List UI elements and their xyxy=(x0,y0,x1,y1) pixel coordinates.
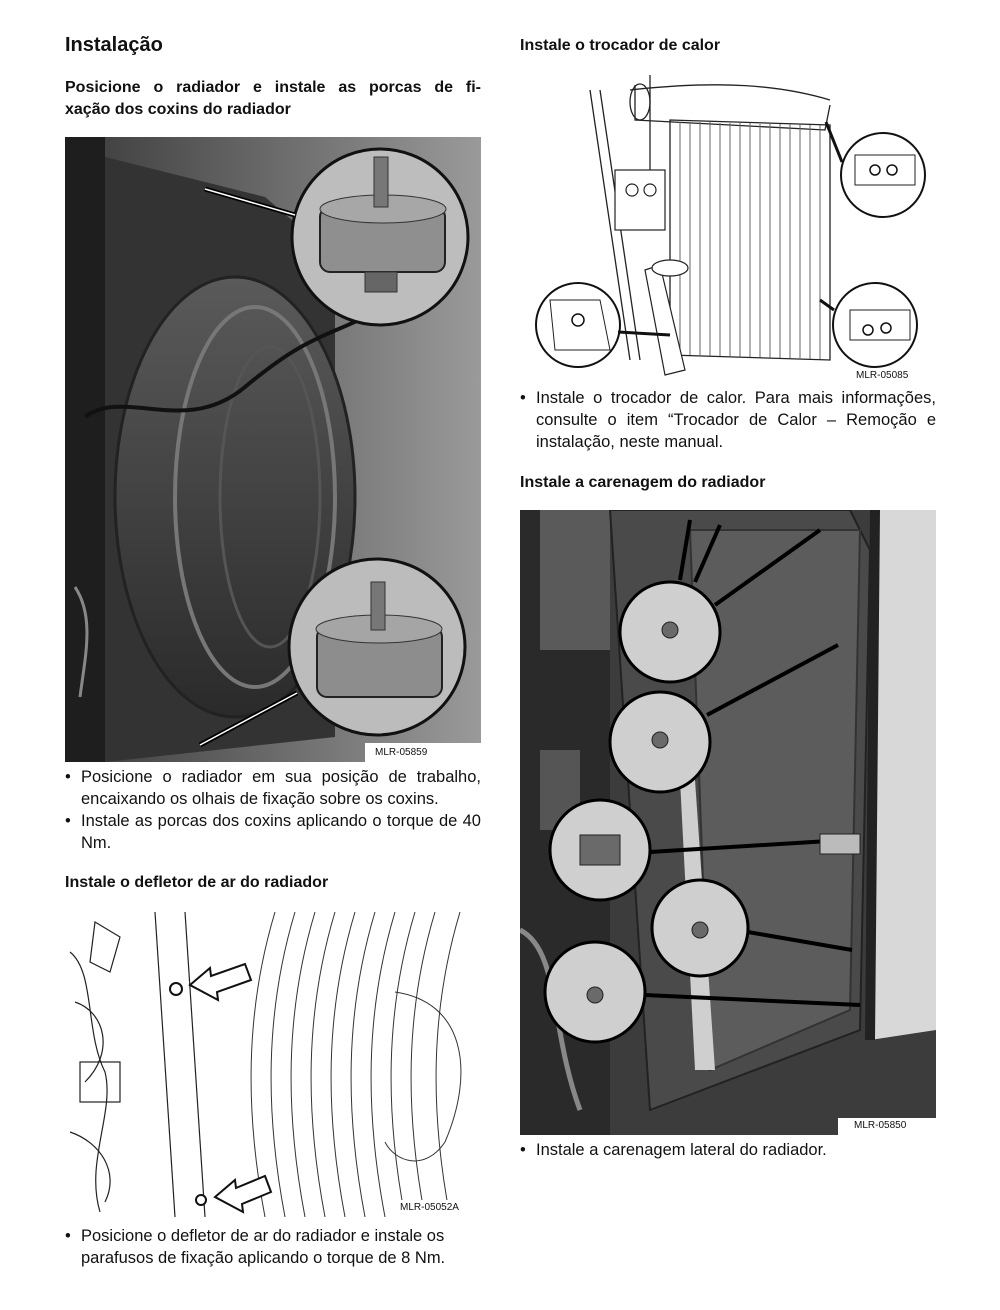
heading-heat-exchanger: Instale o trocador de calor xyxy=(520,37,721,54)
bullet-item: • Instale a carenagem lateral do radiador. xyxy=(520,1139,936,1161)
radiator-fairing-illustration xyxy=(520,510,936,1135)
radiator-mount-illustration xyxy=(65,137,481,762)
radiator-fairing-photo xyxy=(520,510,936,1135)
air-deflector-drawing xyxy=(65,912,481,1217)
figure-label: MLR-05850 xyxy=(854,1120,907,1131)
heading-air-deflector: Instale o defletor de ar do radiador xyxy=(65,874,329,891)
heading-line-1: Posicione o radiador e instale as porcas de fi- xyxy=(65,79,481,96)
radiator-mount-photo xyxy=(65,137,481,762)
figure-label: MLR-05859 xyxy=(375,747,428,758)
bullet-list-deflector xyxy=(65,1225,485,1269)
heading-radiator-fairing: Instale a carenagem do radiador xyxy=(520,474,766,491)
bullet-item: • Posicione o radiador em sua posição de trabalho, encaixando os olhais de fixação sobre os coxins. xyxy=(65,766,481,810)
bullet-list-radiator xyxy=(65,766,481,854)
section-title: Instalação xyxy=(65,34,163,56)
bullet-item: • Posicione o defletor de ar do radiador e instale os parafusos de fixação aplicando o torque de 8 Nm. xyxy=(65,1225,485,1269)
figure-label: MLR-05085 xyxy=(856,370,909,381)
heat-exchanger-illustration xyxy=(520,70,936,385)
heat-exchanger-drawing xyxy=(520,70,936,385)
heading-radiator-mounts xyxy=(65,77,481,121)
bullet-item: • Instale o trocador de calor. Para mais informações, consulte o item “Trocador de Calor – Remoção e instalação, neste manual. xyxy=(520,387,936,453)
bullet-item: • Instale as porcas dos coxins aplicando o torque de 40 Nm. xyxy=(65,810,481,854)
air-deflector-illustration xyxy=(65,912,481,1217)
bullet-list-fairing xyxy=(520,1139,936,1161)
bullet-list-heat-exchanger xyxy=(520,387,936,453)
heading-line-2: xação dos coxins do radiador xyxy=(65,101,291,118)
figure-label: MLR-05052A xyxy=(400,1202,459,1213)
